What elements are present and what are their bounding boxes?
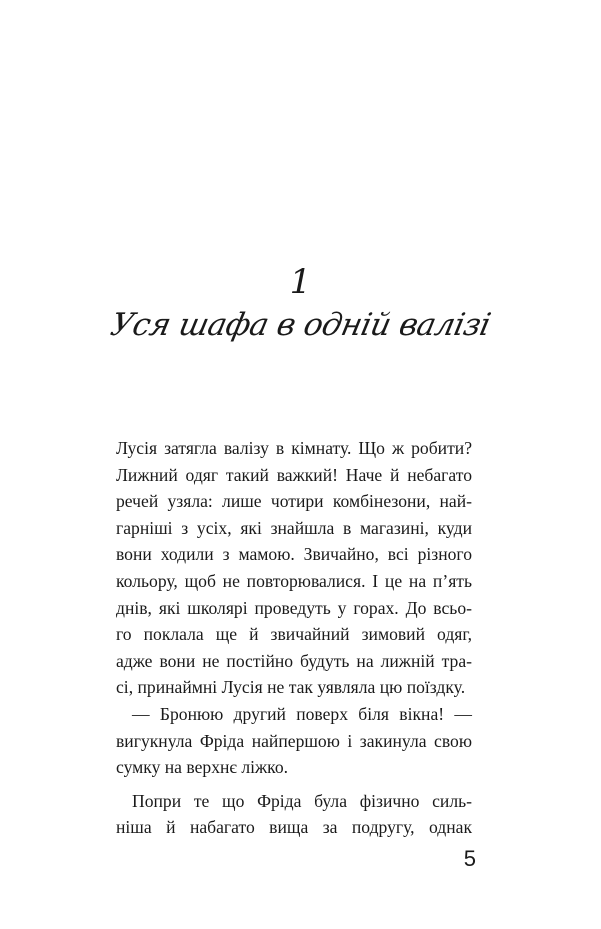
text-line: вони ходили з мамою. Звичайно, всі різного: [116, 544, 472, 565]
text-line: Лижний одяг такий важкий! Наче й небагато: [116, 464, 472, 485]
text-line: сі, принаймні Лусія не так уявляла цю поїздку.: [116, 677, 466, 698]
text-line: Попри те що Фріда була фізично силь-: [132, 790, 472, 811]
page-number: 5: [463, 846, 476, 871]
body-text: [116, 435, 472, 841]
text-line: гарніші з усіх, які знайшла в магазині, куди: [116, 517, 472, 538]
text-line: ніша й набагато вища за подругу, однак: [116, 817, 472, 838]
text-line: Лусія затягла валізу в кімнату. Що ж робити?: [116, 438, 472, 458]
text-line: го поклала ще й звичайний зимовий одяг,: [116, 624, 472, 645]
text-line: — Бронюю другий поверх біля вікна! —: [132, 703, 472, 724]
paragraph: [116, 435, 472, 701]
text-line: днів, які школярі проведуть у горах. До всьо-: [116, 597, 472, 618]
text-line: адже вони не постійно будуть на лижній тра-: [116, 650, 472, 671]
text-line: сумку на верхнє ліжко.: [116, 757, 289, 778]
paragraph-gap: [116, 781, 472, 788]
chapter-title: Уся шафа в одній валізі: [107, 307, 494, 343]
text-line: вигукнула Фріда найпершою і закинула свою: [116, 730, 472, 751]
paragraph: [116, 788, 472, 841]
text-line: кольору, щоб не повторювалися. І це на п’ять: [116, 570, 472, 591]
text-line: речей узяла: лише чотири комбінезони, най-: [116, 491, 472, 512]
chapter-number: 1: [289, 262, 312, 302]
paragraph: [116, 701, 472, 781]
